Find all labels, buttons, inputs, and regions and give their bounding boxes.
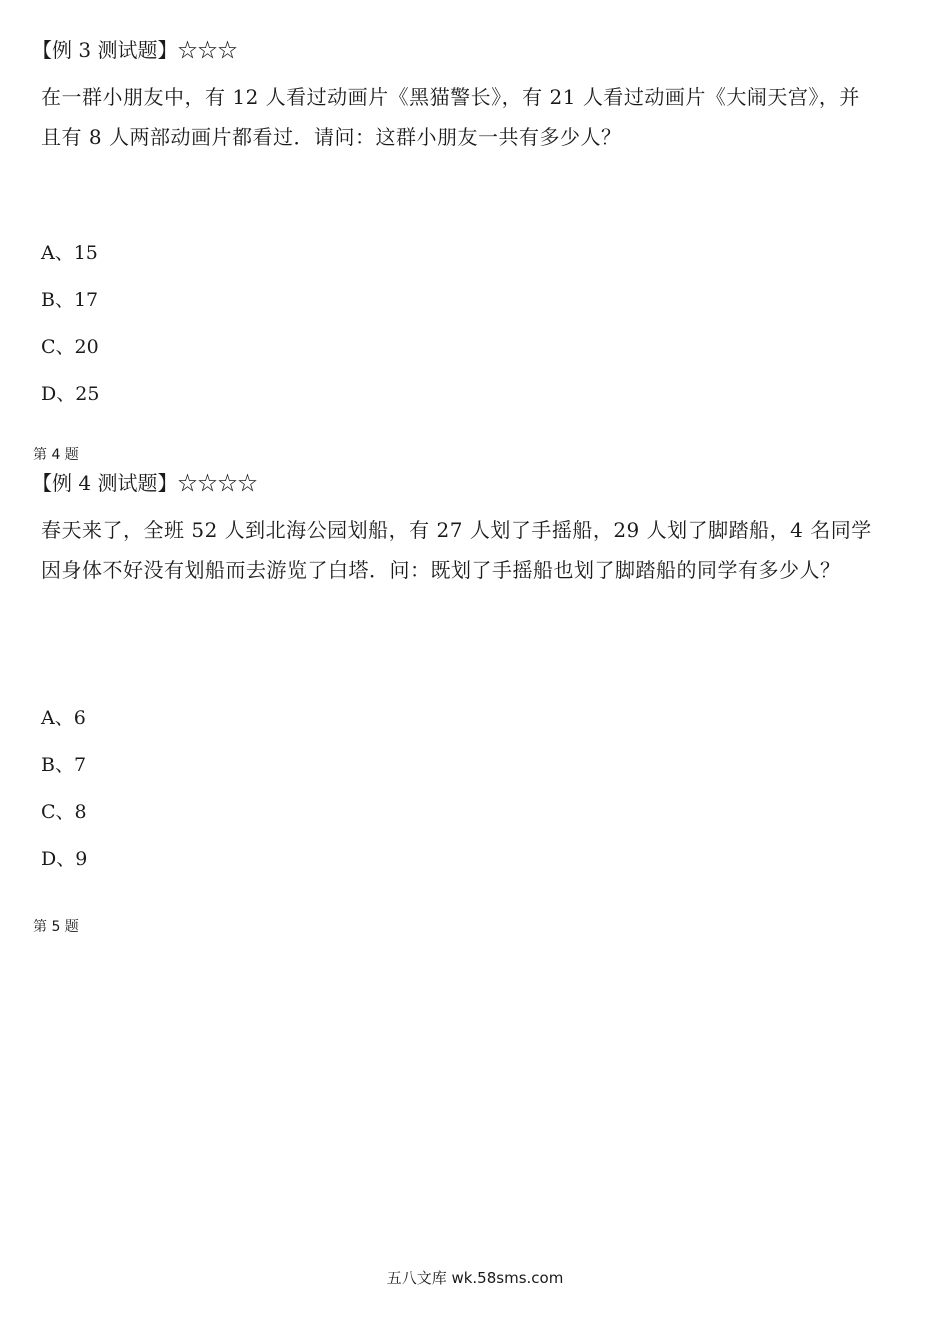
question-4-text-line-2: 因身体不好没有划船而去游览了白塔．问：既划了手摇船也划了脚踏船的同学有多少人？	[41, 558, 841, 582]
footer-watermark: 五八文库 wk.58sms.com	[386, 1269, 564, 1287]
question-4-option-c[interactable]: C、8	[41, 801, 87, 823]
question-4-options	[41, 705, 87, 893]
question-5-number: 第 5 题	[33, 919, 79, 935]
question-4-text-line-1: 春天来了，全班 52 人到北海公园划船，有 27 人划了手摇船，29 人划了脚踏船，4 名同学	[41, 518, 872, 542]
question-3-text-line-1: 在一群小朋友中，有 12 人看过动画片《黑猫警长》，有 21 人看过动画片《大闹天宫》，并	[41, 85, 860, 109]
question-3-option-b[interactable]: B、17	[41, 289, 99, 311]
question-3-text	[41, 77, 881, 157]
question-4-option-b[interactable]: B、7	[41, 754, 87, 776]
question-3-option-d[interactable]: D、25	[41, 383, 100, 405]
question-3-option-c[interactable]: C、20	[41, 336, 99, 358]
question-4-text	[41, 510, 881, 590]
question-3-options	[41, 240, 99, 428]
question-4-number: 第 4 题	[33, 447, 79, 463]
question-3-text-line-2: 且有 8 人两部动画片都看过．请问：这群小朋友一共有多少人？	[41, 125, 622, 149]
question-3-title: 【例 3 测试题】☆☆☆	[32, 38, 238, 62]
question-3-option-a[interactable]: A、15	[41, 242, 98, 264]
question-4-option-d[interactable]: D、9	[41, 848, 88, 870]
question-4-title: 【例 4 测试题】☆☆☆☆	[32, 471, 258, 495]
question-4-option-a[interactable]: A、6	[41, 707, 86, 729]
